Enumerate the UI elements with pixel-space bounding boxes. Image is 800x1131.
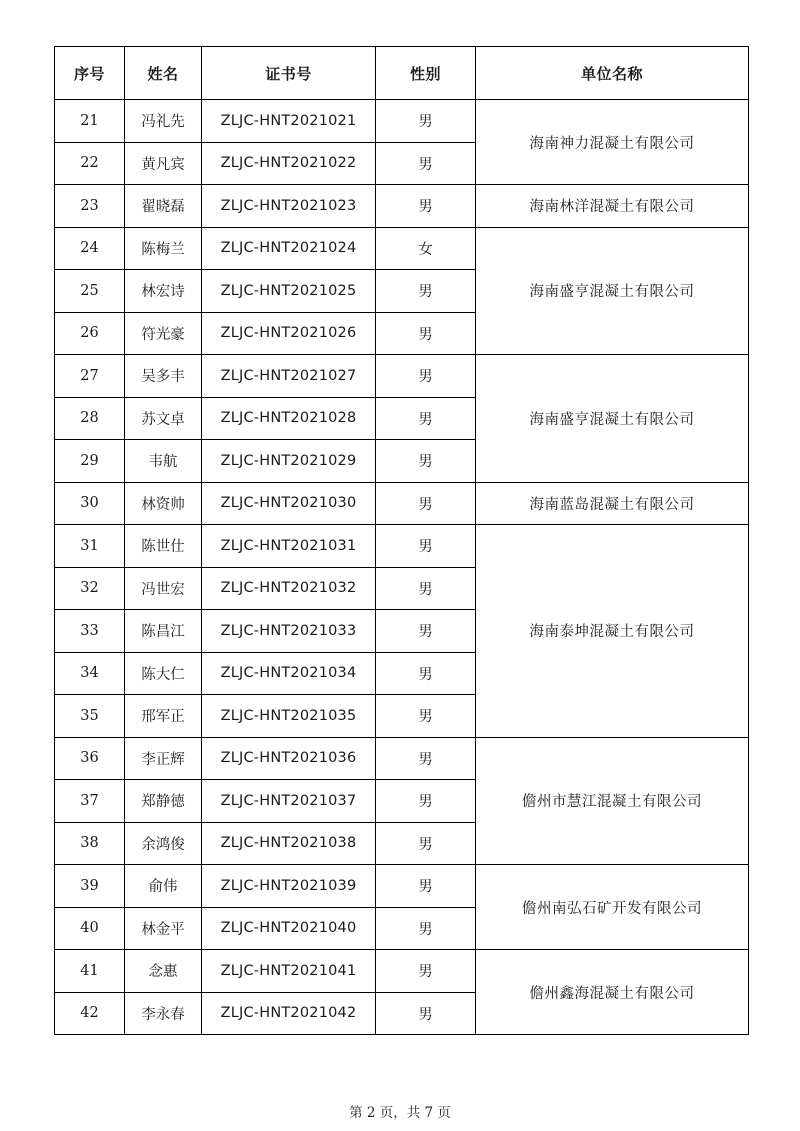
cell-gender: 男 — [376, 482, 476, 525]
cell-certificate-number: ZLJC-HNT2021024 — [202, 227, 376, 270]
cell-gender: 男 — [376, 185, 476, 228]
cell-index: 39 — [55, 865, 125, 908]
cell-gender: 男 — [376, 397, 476, 440]
cell-gender: 男 — [376, 355, 476, 398]
table-row — [55, 950, 749, 993]
cell-organization: 海南蓝岛混凝土有限公司 — [476, 482, 749, 525]
cell-certificate-number: ZLJC-HNT2021034 — [202, 652, 376, 695]
cell-certificate-number: ZLJC-HNT2021032 — [202, 567, 376, 610]
cell-index: 21 — [55, 100, 125, 143]
table-row — [55, 737, 749, 780]
cell-organization: 海南神力混凝土有限公司 — [476, 100, 749, 185]
cell-name: 冯礼先 — [125, 100, 202, 143]
header-index: 序号 — [55, 47, 125, 100]
header-gender: 性别 — [376, 47, 476, 100]
cell-certificate-number: ZLJC-HNT2021030 — [202, 482, 376, 525]
cell-name: 郑静德 — [125, 780, 202, 823]
cell-index: 24 — [55, 227, 125, 270]
cell-certificate-number: ZLJC-HNT2021021 — [202, 100, 376, 143]
table-header-row — [55, 47, 749, 100]
cell-name: 符光豪 — [125, 312, 202, 355]
cell-gender: 男 — [376, 737, 476, 780]
cell-certificate-number: ZLJC-HNT2021023 — [202, 185, 376, 228]
cell-certificate-number: ZLJC-HNT2021029 — [202, 440, 376, 483]
table-row — [55, 865, 749, 908]
cell-name: 吴多丰 — [125, 355, 202, 398]
cell-gender: 男 — [376, 695, 476, 738]
cell-certificate-number: ZLJC-HNT2021042 — [202, 992, 376, 1035]
cell-index: 26 — [55, 312, 125, 355]
cell-organization: 儋州南弘石矿开发有限公司 — [476, 865, 749, 950]
cell-certificate-number: ZLJC-HNT2021028 — [202, 397, 376, 440]
document-page — [54, 46, 748, 1035]
cell-index: 42 — [55, 992, 125, 1035]
cell-name: 俞伟 — [125, 865, 202, 908]
cell-name: 苏文卓 — [125, 397, 202, 440]
cell-name: 韦航 — [125, 440, 202, 483]
cell-index: 27 — [55, 355, 125, 398]
cell-name: 李正辉 — [125, 737, 202, 780]
cell-gender: 男 — [376, 567, 476, 610]
cell-gender: 男 — [376, 312, 476, 355]
cell-index: 29 — [55, 440, 125, 483]
certificate-roster-table — [54, 46, 749, 1035]
cell-gender: 男 — [376, 270, 476, 313]
cell-certificate-number: ZLJC-HNT2021026 — [202, 312, 376, 355]
cell-index: 33 — [55, 610, 125, 653]
cell-name: 林资帅 — [125, 482, 202, 525]
table-row — [55, 185, 749, 228]
table-row — [55, 100, 749, 143]
cell-name: 翟晓磊 — [125, 185, 202, 228]
cell-name: 黄凡宾 — [125, 142, 202, 185]
cell-certificate-number: ZLJC-HNT2021027 — [202, 355, 376, 398]
cell-certificate-number: ZLJC-HNT2021039 — [202, 865, 376, 908]
cell-index: 38 — [55, 822, 125, 865]
cell-certificate-number: ZLJC-HNT2021038 — [202, 822, 376, 865]
cell-index: 32 — [55, 567, 125, 610]
cell-name: 念惠 — [125, 950, 202, 993]
page-number-footer: 第 2 页，共 7 页 — [349, 1105, 451, 1121]
cell-gender: 女 — [376, 227, 476, 270]
cell-certificate-number: ZLJC-HNT2021035 — [202, 695, 376, 738]
cell-index: 22 — [55, 142, 125, 185]
table-row — [55, 525, 749, 568]
cell-gender: 男 — [376, 440, 476, 483]
cell-certificate-number: ZLJC-HNT2021036 — [202, 737, 376, 780]
cell-index: 37 — [55, 780, 125, 823]
cell-organization: 儋州鑫海混凝土有限公司 — [476, 950, 749, 1035]
cell-certificate-number: ZLJC-HNT2021041 — [202, 950, 376, 993]
cell-gender: 男 — [376, 992, 476, 1035]
cell-organization: 海南盛亨混凝土有限公司 — [476, 227, 749, 355]
table-row — [55, 355, 749, 398]
cell-gender: 男 — [376, 907, 476, 950]
cell-organization: 海南林洋混凝土有限公司 — [476, 185, 749, 228]
cell-name: 陈梅兰 — [125, 227, 202, 270]
cell-index: 35 — [55, 695, 125, 738]
cell-gender: 男 — [376, 652, 476, 695]
table-body — [55, 100, 749, 1035]
cell-name: 余鸿俊 — [125, 822, 202, 865]
cell-certificate-number: ZLJC-HNT2021037 — [202, 780, 376, 823]
header-certificate-number: 证书号 — [202, 47, 376, 100]
cell-index: 31 — [55, 525, 125, 568]
cell-certificate-number: ZLJC-HNT2021022 — [202, 142, 376, 185]
cell-gender: 男 — [376, 142, 476, 185]
cell-certificate-number: ZLJC-HNT2021033 — [202, 610, 376, 653]
cell-name: 邢军正 — [125, 695, 202, 738]
cell-certificate-number: ZLJC-HNT2021025 — [202, 270, 376, 313]
cell-gender: 男 — [376, 865, 476, 908]
cell-index: 34 — [55, 652, 125, 695]
header-name: 姓名 — [125, 47, 202, 100]
cell-index: 40 — [55, 907, 125, 950]
cell-index: 30 — [55, 482, 125, 525]
cell-name: 陈世仕 — [125, 525, 202, 568]
table-row — [55, 482, 749, 525]
cell-name: 冯世宏 — [125, 567, 202, 610]
cell-certificate-number: ZLJC-HNT2021031 — [202, 525, 376, 568]
cell-name: 李永春 — [125, 992, 202, 1035]
cell-gender: 男 — [376, 822, 476, 865]
cell-index: 41 — [55, 950, 125, 993]
cell-name: 陈大仁 — [125, 652, 202, 695]
cell-gender: 男 — [376, 100, 476, 143]
cell-gender: 男 — [376, 780, 476, 823]
cell-name: 林金平 — [125, 907, 202, 950]
cell-gender: 男 — [376, 525, 476, 568]
cell-index: 36 — [55, 737, 125, 780]
cell-index: 28 — [55, 397, 125, 440]
cell-name: 陈昌江 — [125, 610, 202, 653]
cell-organization: 儋州市慧江混凝土有限公司 — [476, 737, 749, 865]
cell-index: 25 — [55, 270, 125, 313]
cell-gender: 男 — [376, 610, 476, 653]
cell-index: 23 — [55, 185, 125, 228]
header-organization: 单位名称 — [476, 47, 749, 100]
cell-certificate-number: ZLJC-HNT2021040 — [202, 907, 376, 950]
cell-name: 林宏诗 — [125, 270, 202, 313]
cell-gender: 男 — [376, 950, 476, 993]
cell-organization: 海南泰坤混凝土有限公司 — [476, 525, 749, 738]
cell-organization: 海南盛亨混凝土有限公司 — [476, 355, 749, 483]
table-row — [55, 227, 749, 270]
